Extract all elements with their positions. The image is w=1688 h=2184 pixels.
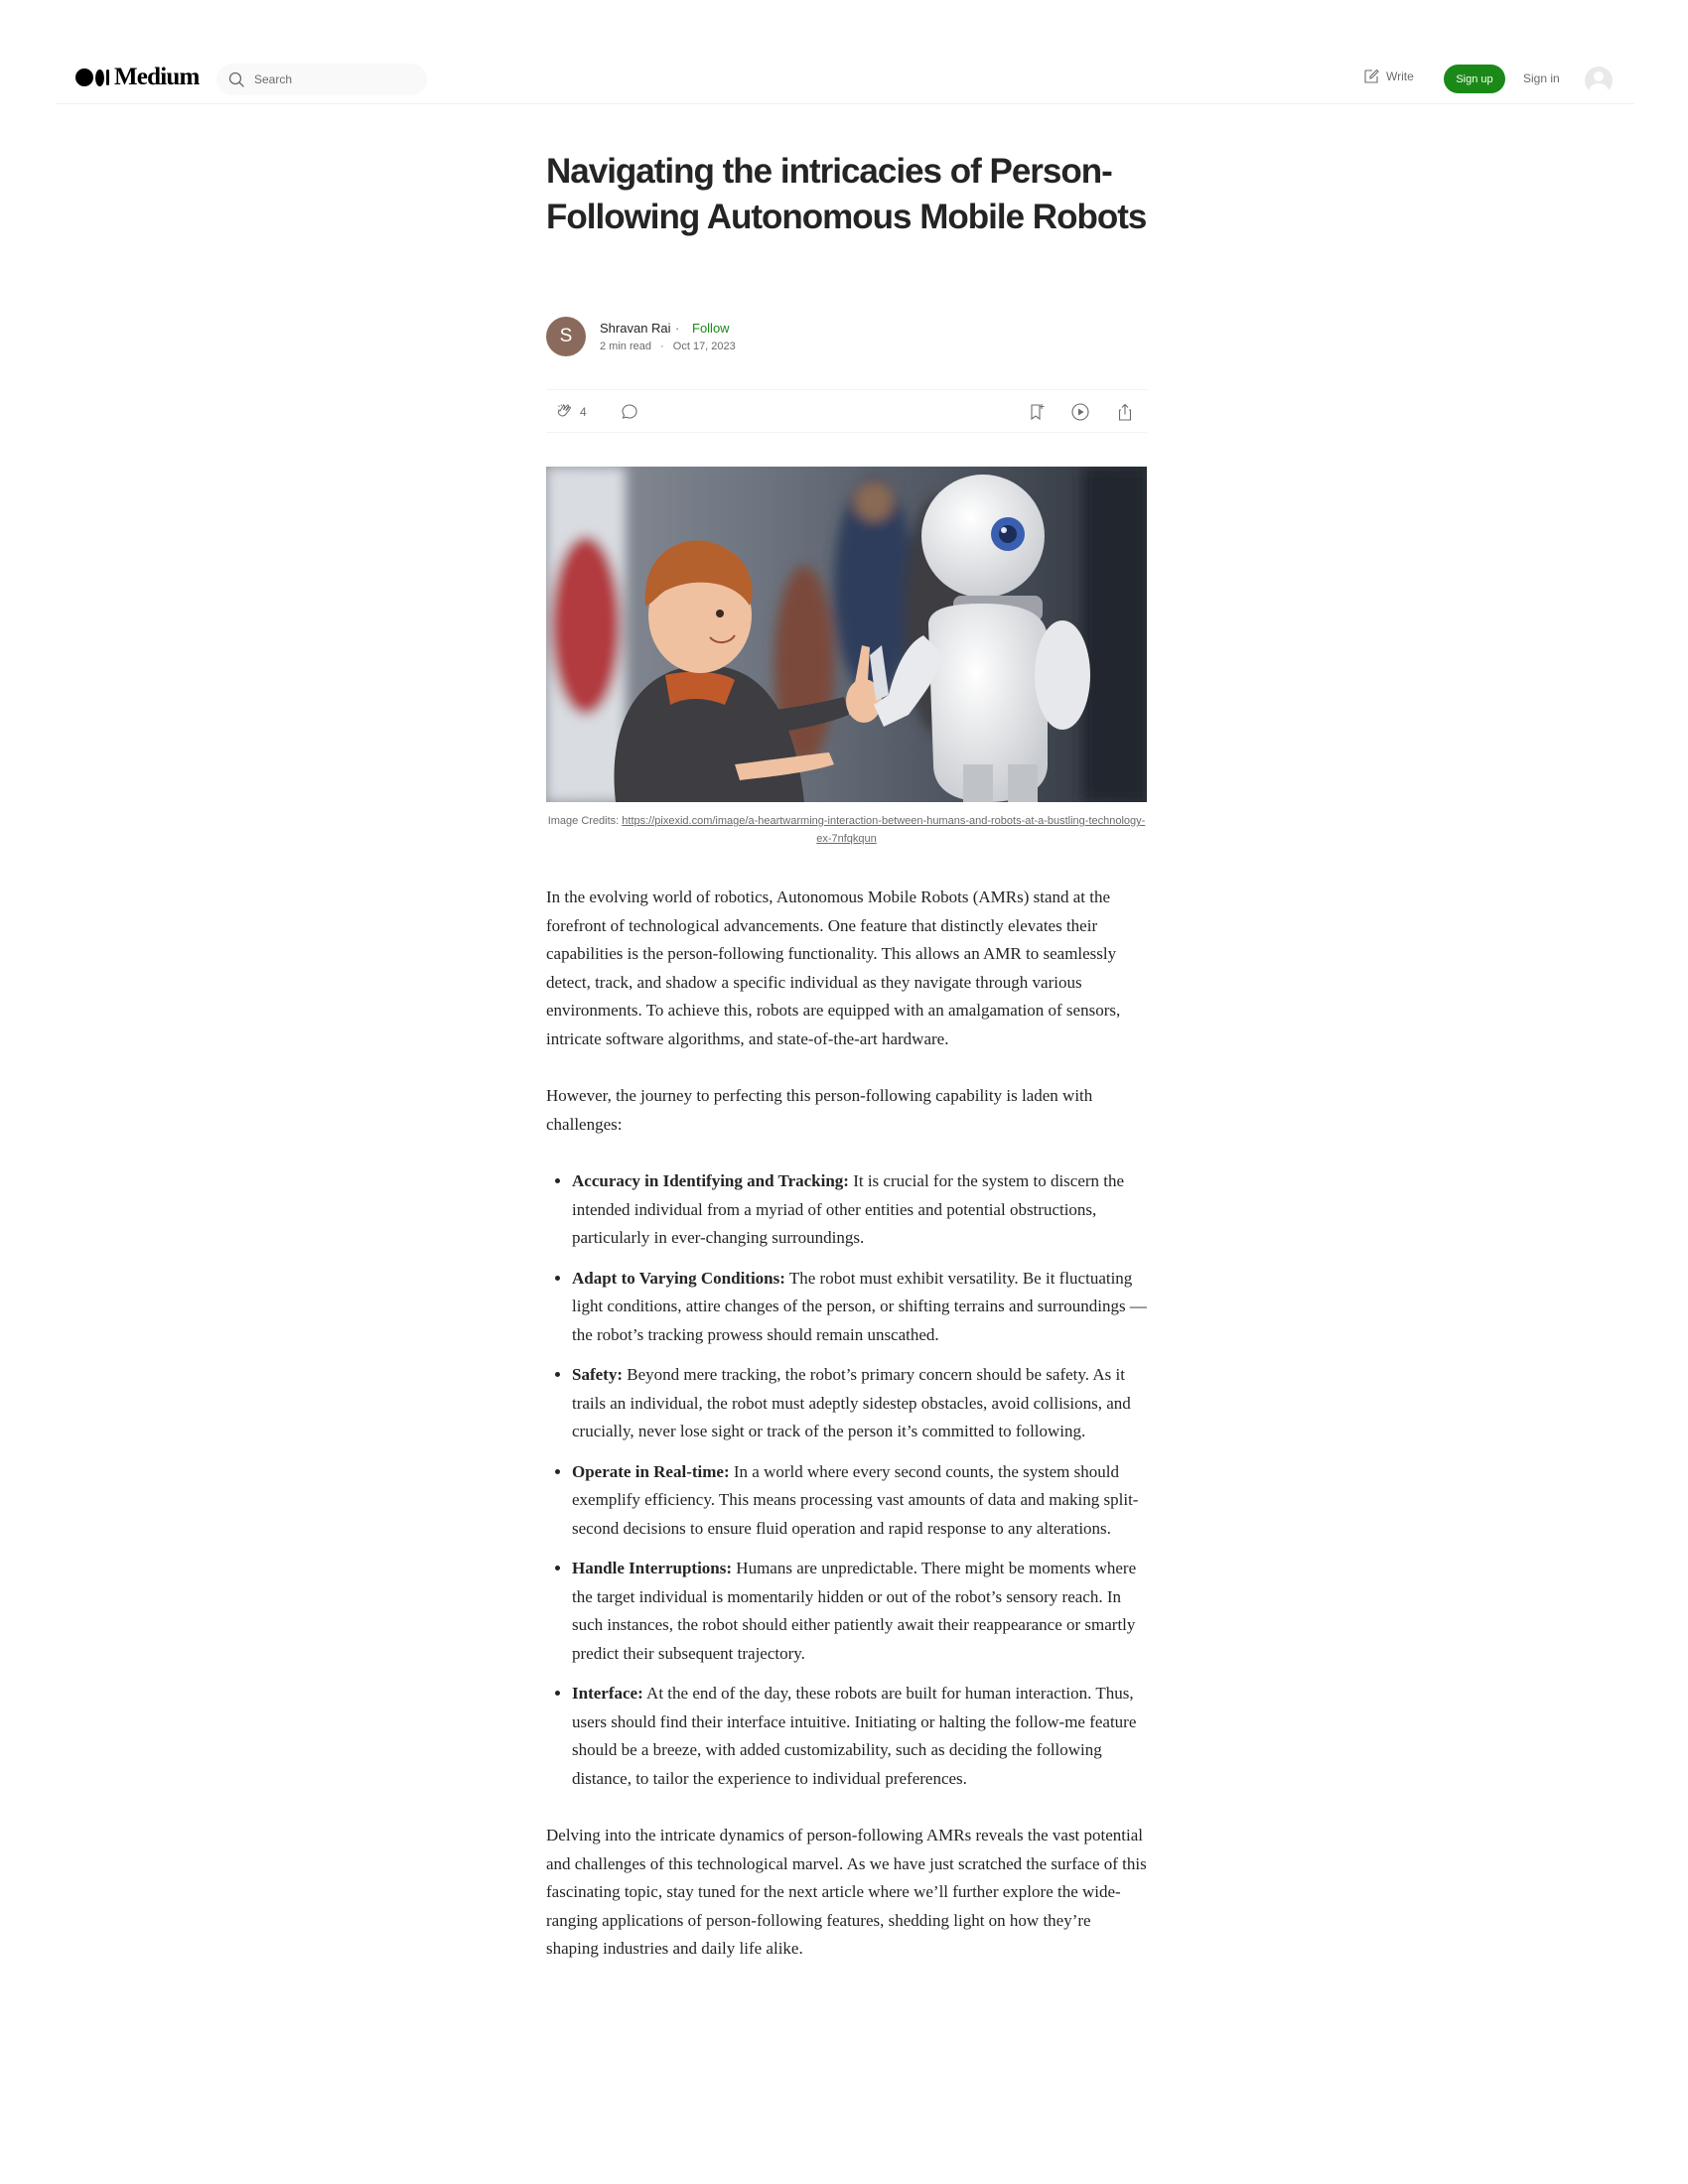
list-item-term: Accuracy in Identifying and Tracking: xyxy=(572,1171,849,1190)
bookmark-icon xyxy=(1027,402,1047,422)
author-name[interactable]: Shravan Rai xyxy=(600,321,671,336)
list-item-term: Safety: xyxy=(572,1365,623,1384)
list-item-text: In a world where every second counts, the system should exemplify efficiency. This means processing vast amounts of data and making split-second decisions to ensure fluid operation and rapid response to any alterations. xyxy=(572,1461,1139,1538)
write-button[interactable] xyxy=(1362,68,1414,85)
logo-wordmark: Medium xyxy=(114,64,200,90)
challenges-list xyxy=(546,1167,1147,1793)
list-item-text: Beyond mere tracking, the robot’s primary concern should be safety. As it trails an individual, the robot must adeptly sidestep obstacles, avoid collisions, and crucially, never lose sight or track of the person it’s committed to following. xyxy=(572,1365,1131,1440)
publish-date: Oct 17, 2023 xyxy=(672,341,736,352)
list-item-term: Handle Interruptions: xyxy=(572,1559,733,1577)
author-avatar[interactable]: S xyxy=(546,317,586,356)
hero-image xyxy=(546,467,1147,802)
clap-icon xyxy=(554,402,574,422)
list-item-text: It is crucial for the system to discern the intended individual from a myriad of other entities and potential obstructions, particularly in ever-changing surroundings. xyxy=(572,1171,1125,1247)
top-bar xyxy=(56,56,1634,104)
list-item-text: Humans are unpredictable. There might be moments where the target individual is momentarily hidden or out of the robot’s sensory reach. In such instances, the robot should either patiently await their reappearance or smartly predict their subsequent trajectory. xyxy=(572,1559,1137,1663)
listen-button[interactable] xyxy=(1070,402,1090,427)
sign-up-button[interactable]: Sign up xyxy=(1444,65,1505,93)
byline-separator: · xyxy=(675,321,680,336)
list-item xyxy=(572,1361,1147,1446)
clap-button[interactable] xyxy=(554,402,587,422)
medium-logo[interactable] xyxy=(75,64,199,91)
list-item-text: At the end of the day, these robots are built for human interaction. Thus, users should find their interface intuitive. Initiating or halting the follow-me feature should be a breeze, with added customizability, such as deciding the following distance, to tailor the experience to individual preferences. xyxy=(572,1684,1137,1788)
write-label: Write xyxy=(1386,69,1414,83)
child-and-robot-illustration xyxy=(546,467,1147,802)
share-icon xyxy=(1115,402,1135,422)
follow-button[interactable]: Follow xyxy=(692,321,730,336)
image-credit-link[interactable]: https://pixexid.com/image/a-heartwarming-interaction-between-humans-and-robots-at-a-bustling-technology-ex-7nfqkqun xyxy=(622,815,1146,845)
conclusion-paragraph: Delving into the intricate dynamics of person-following AMRs reveals the vast potential and challenges of this technological marvel. As we have just scratched the surface of this fascinating topic, stay tuned for the next article where we’ll further explore the wide-ranging applications of person-following features, shedding light on how they’re shaping industries and daily life alike. xyxy=(546,1826,1147,1958)
list-item-text: The robot must exhibit versatility. Be it fluctuating light conditions, attire changes of the person, or shifting terrains and surroundings — the robot’s tracking prowess should remain unscathed. xyxy=(572,1268,1147,1344)
list-item xyxy=(572,1265,1147,1350)
list-item xyxy=(572,1167,1147,1253)
list-item-term: Operate in Real-time: xyxy=(572,1461,730,1481)
write-icon xyxy=(1362,68,1380,85)
list-item-term: Interface: xyxy=(572,1684,643,1703)
clap-count: 4 xyxy=(580,405,587,419)
medium-logo-mark-icon xyxy=(75,68,109,86)
responses-button[interactable] xyxy=(620,402,639,427)
search-input[interactable] xyxy=(252,71,405,87)
intro-paragraph: In the evolving world of robotics, Autonomous Mobile Robots (AMRs) stand at the forefront of technological advancements. One feature that distinctly elevates their capabilities is the person-following functionality. This allows an AMR to seamlessly detect, track, and shadow a specific individual as they navigate through various environments. To achieve this, robots are equipped with an amalgamation of sensors, intricate software algorithms, and state-of-the-art hardware. xyxy=(546,887,1121,1048)
article-action-bar xyxy=(546,389,1147,433)
list-item xyxy=(572,1680,1147,1793)
save-button[interactable] xyxy=(1027,402,1047,427)
challenges-intro-paragraph: However, the journey to perfecting this person-following capability is laden with challenges: xyxy=(546,1086,1093,1134)
image-caption xyxy=(546,812,1147,848)
list-item-term: Adapt to Varying Conditions: xyxy=(572,1268,785,1288)
play-icon xyxy=(1070,402,1090,422)
response-icon xyxy=(620,402,639,422)
author-byline xyxy=(546,317,1147,356)
article-meta xyxy=(600,341,736,352)
article xyxy=(546,149,1147,1958)
article-title: Navigating the intricacies of Person-Following Autonomous Mobile Robots xyxy=(546,152,1147,236)
user-avatar-icon[interactable] xyxy=(1585,67,1613,94)
article-body xyxy=(546,884,1147,1992)
search-icon xyxy=(228,71,244,87)
share-button[interactable] xyxy=(1115,402,1135,427)
search-bar[interactable] xyxy=(216,64,427,95)
sign-in-link[interactable]: Sign in xyxy=(1523,71,1560,85)
list-item xyxy=(572,1555,1147,1668)
caption-prefix: Image Credits: xyxy=(547,815,623,827)
list-item xyxy=(572,1458,1147,1544)
meta-separator: · xyxy=(660,341,664,352)
read-time: 2 min read xyxy=(600,341,651,352)
